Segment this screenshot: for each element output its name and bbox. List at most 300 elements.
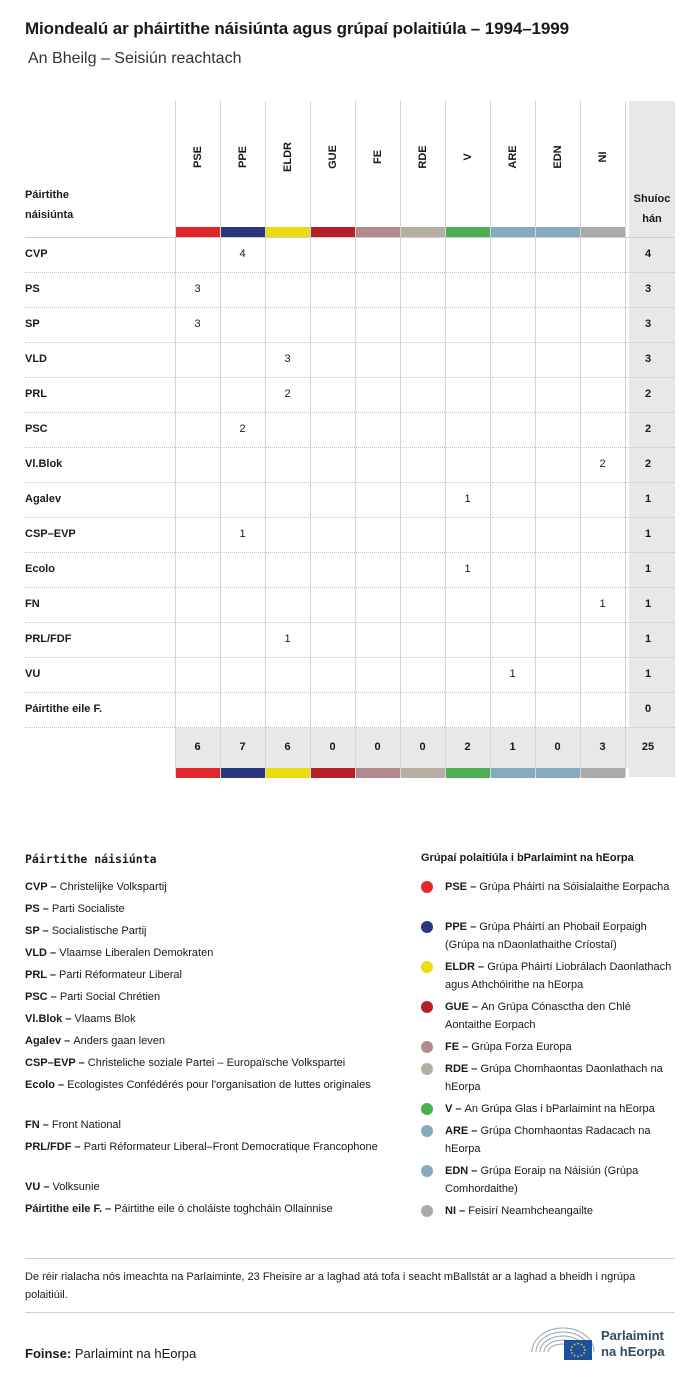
table-cell xyxy=(310,622,355,657)
table-cell xyxy=(265,482,310,517)
national-party-legend-item: CSP–EVP – Christeliche soziale Partei – Europaïsche Volkspartei xyxy=(25,1057,346,1069)
grand-total-cell: 25 xyxy=(641,741,655,753)
row-party-label: VLD xyxy=(25,353,47,365)
political-group-legend-item: PSE – Grúpa Pháirtí na Sóisialaithe Eorpacha xyxy=(421,878,679,896)
group-color-bar-top xyxy=(536,227,580,237)
table-cell xyxy=(535,412,580,447)
table-cell xyxy=(490,342,535,377)
legend-name: Grúpa Chomhaontas Daonlathach na hEorpa xyxy=(445,1063,663,1093)
legend-name: Front National xyxy=(51,1119,121,1131)
table-cell xyxy=(400,552,445,587)
table-cell xyxy=(220,552,265,587)
national-parties-legend-title: Páirtithe náisiúnta xyxy=(25,852,157,866)
legend-abbr: V xyxy=(445,1103,453,1115)
group-color-bar-bottom xyxy=(221,768,265,778)
legend-abbr: FN xyxy=(25,1119,40,1131)
legend-name: Grúpa Pháirtí na Sóisialaithe Eorpacha xyxy=(479,881,670,893)
table-cell xyxy=(400,237,445,272)
group-header-label: FE xyxy=(371,149,384,165)
political-group-legend-item: RDE – Grúpa Chomhaontas Daonlathach na hEorpa xyxy=(421,1060,679,1096)
group-color-bar-bottom xyxy=(311,768,355,778)
table-cell xyxy=(580,272,625,307)
table-cell xyxy=(175,342,220,377)
table-cell xyxy=(535,447,580,482)
national-party-legend-item: PS – Parti Socialiste xyxy=(25,903,125,915)
national-party-legend-item: Vl.Blok – Vlaams Blok xyxy=(25,1013,136,1025)
table-cell xyxy=(400,447,445,482)
group-total-cell: 2 xyxy=(464,741,471,753)
table-cell xyxy=(400,307,445,342)
table-cell xyxy=(355,342,400,377)
group-header-label: RDE xyxy=(416,145,429,169)
legend-color-dot-icon xyxy=(421,1165,433,1177)
group-total-cell: 0 xyxy=(329,741,336,753)
group-header-ni xyxy=(580,101,625,227)
group-header-label: ARE xyxy=(506,145,519,169)
table-cell xyxy=(580,237,625,272)
table-cell: 4 xyxy=(239,248,246,260)
legend-abbr: PRL xyxy=(25,969,47,981)
group-header-fe xyxy=(355,101,400,227)
national-party-legend-item: CVP – Christelijke Volkspartij xyxy=(25,881,167,893)
legend-name: Grúpa Chomhaontas Radacach na hEorpa xyxy=(445,1125,651,1155)
national-party-legend-item: FN – Front National xyxy=(25,1119,121,1131)
group-header-label: GUE xyxy=(326,145,339,169)
table-cell xyxy=(355,447,400,482)
political-group-legend-item: ARE – Grúpa Chomhaontas Radacach na hEorpa xyxy=(421,1122,679,1158)
table-cell xyxy=(175,412,220,447)
legend-color-dot-icon xyxy=(421,1103,433,1115)
table-cell xyxy=(220,692,265,727)
table-cell xyxy=(355,622,400,657)
table-cell xyxy=(535,692,580,727)
table-cell xyxy=(265,447,310,482)
legend-abbr: Agalev xyxy=(25,1035,62,1047)
table-cell xyxy=(445,272,490,307)
source-value: Parlaimint na hEorpa xyxy=(74,1346,197,1361)
political-group-legend-item: V – An Grúpa Glas i bParlaimint na hEorpa xyxy=(421,1100,679,1118)
national-party-legend-item: VU – Volksunie xyxy=(25,1181,100,1193)
table-cell xyxy=(445,692,490,727)
row-party-label: Páirtithe eile F. xyxy=(25,703,103,715)
row-total-cell: 0 xyxy=(644,703,652,715)
breakdown-table xyxy=(25,101,675,781)
legend-name: Vlaamse Liberalen Demokraten xyxy=(59,947,214,959)
table-cell xyxy=(400,412,445,447)
row-party-label: Ecolo xyxy=(25,563,55,575)
table-cell xyxy=(400,692,445,727)
table-cell xyxy=(400,482,445,517)
political-group-legend-item: FE – Grúpa Forza Europa xyxy=(421,1038,679,1056)
table-cell xyxy=(355,657,400,692)
table-cell xyxy=(310,342,355,377)
legend-name: Vlaams Blok xyxy=(74,1013,136,1025)
legend-abbr: ARE xyxy=(445,1125,469,1137)
national-party-legend-item: VLD – Vlaamse Liberalen Demokraten xyxy=(25,947,214,959)
legend-name: Socialistische Partij xyxy=(51,925,147,937)
legend-abbr: RDE xyxy=(445,1063,469,1075)
table-cell xyxy=(490,587,535,622)
legend-abbr: Ecolo xyxy=(25,1079,55,1091)
table-cell xyxy=(310,587,355,622)
table-cell xyxy=(445,412,490,447)
table-cell xyxy=(535,272,580,307)
legend-color-dot-icon xyxy=(421,1041,433,1053)
table-cell xyxy=(535,622,580,657)
table-cell xyxy=(445,657,490,692)
row-total-cell: 2 xyxy=(644,458,652,470)
group-total-cell: 1 xyxy=(509,741,516,753)
legend-abbr: GUE xyxy=(445,1001,469,1013)
table-cell xyxy=(220,482,265,517)
table-cell xyxy=(580,412,625,447)
group-color-bar-top xyxy=(491,227,535,237)
group-header-label: V xyxy=(461,153,474,161)
legend-color-dot-icon xyxy=(421,1001,433,1013)
group-header-eldr xyxy=(265,101,310,227)
row-total-cell: 3 xyxy=(644,283,652,295)
legend-abbr: SP xyxy=(25,925,40,937)
row-party-label: CSP–EVP xyxy=(25,528,76,540)
table-cell: 3 xyxy=(194,318,201,330)
table-cell: 2 xyxy=(599,458,606,470)
political-group-legend-item: PPE – Grúpa Pháirtí an Phobail Eorpaigh (Grúpa na nDaonlathaithe Críostaí) xyxy=(421,918,679,954)
row-party-label: VU xyxy=(25,668,41,680)
table-cell xyxy=(490,237,535,272)
political-group-legend-item: EDN – Grúpa Eoraip na Náisiún (Grúpa Comhordaithe) xyxy=(421,1162,679,1198)
table-cell: 1 xyxy=(284,633,291,645)
legend-abbr: NI xyxy=(445,1205,456,1217)
national-party-legend-item: Ecolo – Ecologistes Confédérés pour l'organisation de luttes originales xyxy=(25,1079,371,1091)
group-total-cell: 6 xyxy=(194,741,201,753)
table-cell xyxy=(490,377,535,412)
row-total-cell: 1 xyxy=(644,633,652,645)
group-header-rde xyxy=(400,101,445,227)
table-cell xyxy=(445,622,490,657)
table-cell xyxy=(175,377,220,412)
group-header-edn xyxy=(535,101,580,227)
table-cell xyxy=(580,552,625,587)
table-cell xyxy=(580,622,625,657)
table-cell xyxy=(175,622,220,657)
row-total-cell: 4 xyxy=(644,248,652,260)
legend-abbr: EDN xyxy=(445,1165,469,1177)
chart-subtitle: An Bheilg – Seisiún reachtach xyxy=(28,50,242,67)
total-seats-header-line2: hán xyxy=(642,213,662,225)
national-party-legend-item: Páirtithe eile F. – Páirtithe eile ó choláiste toghcháin Ollainnise xyxy=(25,1203,333,1215)
table-cell xyxy=(175,237,220,272)
group-total-cell: 7 xyxy=(239,741,246,753)
row-party-label: FN xyxy=(25,598,40,610)
logo-text-line1: Parlaimint xyxy=(601,1328,664,1343)
table-cell xyxy=(355,412,400,447)
footnote: De réir rialacha nós imeachta na Parlaiminte, 23 Fheisire ar a laghad atá tofa i seacht mBallstát ar a laghad a bheidh i ngrúpa polaitiúil. xyxy=(25,1271,636,1301)
legend-name: Volksunie xyxy=(52,1181,100,1193)
row-total-cell: 1 xyxy=(644,668,652,680)
legend-color-dot-icon xyxy=(421,881,433,893)
table-cell xyxy=(220,587,265,622)
table-cell xyxy=(355,692,400,727)
legend-abbr: CSP–EVP xyxy=(25,1057,76,1069)
legend-name: Grúpa Pháirtí Liobrálach Daonlathach agus Athchóirithe na hEorpa xyxy=(445,961,672,991)
row-total-cell: 2 xyxy=(644,423,652,435)
group-header-ppe xyxy=(220,101,265,227)
row-party-label: Agalev xyxy=(25,493,62,505)
table-cell xyxy=(400,272,445,307)
table-cell xyxy=(445,377,490,412)
national-party-legend-item: SP – Socialistische Partij xyxy=(25,925,147,937)
table-cell xyxy=(445,237,490,272)
divider xyxy=(25,1312,675,1313)
table-cell xyxy=(175,657,220,692)
group-header-label: NI xyxy=(596,151,609,163)
table-cell xyxy=(445,587,490,622)
european-parliament-logo xyxy=(530,1322,680,1362)
table-cell: 1 xyxy=(464,493,471,505)
group-color-bar-bottom xyxy=(356,768,400,778)
group-header-label: EDN xyxy=(551,145,564,169)
row-party-label: PS xyxy=(25,283,40,295)
source-label: Foinse: xyxy=(25,1346,72,1361)
row-party-label: PRL/FDF xyxy=(25,633,72,645)
group-total-cell: 0 xyxy=(419,741,426,753)
table-cell xyxy=(400,622,445,657)
row-total-cell: 1 xyxy=(644,528,652,540)
group-header-pse xyxy=(175,101,220,227)
table-cell xyxy=(580,692,625,727)
table-cell xyxy=(580,342,625,377)
table-cell xyxy=(265,237,310,272)
group-total-cell: 6 xyxy=(284,741,291,753)
legend-color-dot-icon xyxy=(421,1063,433,1075)
row-header-label: Páirtithe náisiúnta xyxy=(25,189,74,221)
table-cell: 3 xyxy=(194,283,201,295)
legend-abbr: VLD xyxy=(25,947,47,959)
table-cell xyxy=(535,657,580,692)
table-cell xyxy=(490,307,535,342)
source-line xyxy=(25,1346,196,1361)
table-cell xyxy=(310,447,355,482)
group-color-bar-bottom xyxy=(266,768,310,778)
table-cell xyxy=(400,377,445,412)
political-group-legend-item: GUE – An Grúpa Cónasctha den Chlé Aontaithe Eorpach xyxy=(421,998,679,1034)
legend-name: Parti Réformateur Liberal xyxy=(59,969,182,981)
legend-abbr: ELDR xyxy=(445,961,475,973)
table-cell xyxy=(175,692,220,727)
table-cell xyxy=(400,342,445,377)
divider xyxy=(25,1258,675,1259)
legend-name: Christeliche soziale Partei – Europaïsche Volkspartei xyxy=(87,1057,346,1069)
table-cell xyxy=(580,377,625,412)
table-cell xyxy=(175,482,220,517)
table-cell xyxy=(310,412,355,447)
national-party-legend-item: PSC – Parti Social Chrétien xyxy=(25,991,161,1003)
group-header-v xyxy=(445,101,490,227)
group-color-bar-top xyxy=(176,227,220,237)
table-cell xyxy=(580,482,625,517)
table-cell xyxy=(220,377,265,412)
legend-abbr: PSC xyxy=(25,991,48,1003)
legend-color-dot-icon xyxy=(421,961,433,973)
table-cell xyxy=(265,552,310,587)
legend-name: Grúpa Forza Europa xyxy=(471,1041,572,1053)
legend-abbr: PSE xyxy=(445,881,468,893)
legend-abbr: Páirtithe eile F. xyxy=(25,1203,103,1215)
group-color-bar-bottom xyxy=(176,768,220,778)
group-color-bar-top xyxy=(356,227,400,237)
legend-name: Parti Social Chrétien xyxy=(59,991,161,1003)
table-cell xyxy=(175,447,220,482)
group-color-bar-top xyxy=(401,227,445,237)
row-total-cell: 1 xyxy=(644,563,652,575)
table-cell: 1 xyxy=(239,528,246,540)
row-total-cell: 3 xyxy=(644,353,652,365)
group-color-bar-bottom xyxy=(401,768,445,778)
table-cell: 1 xyxy=(509,668,516,680)
national-party-legend-item: Agalev – Anders gaan leven xyxy=(25,1035,166,1047)
table-cell xyxy=(265,587,310,622)
table-cell xyxy=(355,307,400,342)
table-cell xyxy=(310,307,355,342)
group-color-bar-bottom xyxy=(491,768,535,778)
total-seats-header-line1: Shuíoc xyxy=(633,193,671,205)
national-party-legend-item: PRL/FDF – Parti Réformateur Liberal–Front Democratique Francophone xyxy=(25,1141,378,1153)
table-cell xyxy=(355,552,400,587)
legend-abbr: PPE xyxy=(445,921,468,933)
table-cell xyxy=(400,657,445,692)
row-total-cell: 1 xyxy=(644,493,652,505)
table-cell xyxy=(175,552,220,587)
legend-name: Páirtithe eile ó choláiste toghcháin Ollainnise xyxy=(114,1203,333,1215)
table-cell xyxy=(580,657,625,692)
table-cell xyxy=(220,622,265,657)
table-cell xyxy=(490,447,535,482)
parliament-hemicycle-icon xyxy=(530,1322,596,1362)
table-cell xyxy=(355,377,400,412)
table-cell xyxy=(490,692,535,727)
table-cell xyxy=(535,377,580,412)
row-total-cell: 3 xyxy=(644,318,652,330)
legend-name: Christelijke Volkspartij xyxy=(59,881,167,893)
table-cell xyxy=(535,342,580,377)
table-cell xyxy=(490,622,535,657)
table-cell xyxy=(580,517,625,552)
table-cell xyxy=(175,517,220,552)
table-cell xyxy=(310,272,355,307)
table-cell xyxy=(355,517,400,552)
legend-abbr: Vl.Blok xyxy=(25,1013,63,1025)
table-cell xyxy=(445,447,490,482)
group-total-cell: 0 xyxy=(554,741,561,753)
legend-name: Ecologistes Confédérés pour l'organisation de luttes originales xyxy=(67,1079,371,1091)
table-cell xyxy=(220,657,265,692)
table-cell xyxy=(535,307,580,342)
legend-abbr: CVP xyxy=(25,881,48,893)
table-cell xyxy=(220,447,265,482)
table-cell xyxy=(535,482,580,517)
table-cell xyxy=(490,412,535,447)
legend-abbr: PRL/FDF xyxy=(25,1141,72,1153)
group-header-are xyxy=(490,101,535,227)
group-color-bar-bottom xyxy=(446,768,490,778)
legend-color-dot-icon xyxy=(421,921,433,933)
legend-abbr: VU xyxy=(25,1181,41,1193)
group-color-bar-top xyxy=(266,227,310,237)
table-cell: 2 xyxy=(239,423,246,435)
group-header-label: ELDR xyxy=(281,142,294,172)
political-group-legend-item: NI – Feisirí Neamhcheangailte xyxy=(421,1202,679,1220)
table-cell xyxy=(265,692,310,727)
table-cell xyxy=(355,587,400,622)
table-cell xyxy=(220,342,265,377)
group-header-label: PSE xyxy=(191,145,204,169)
table-cell xyxy=(310,692,355,727)
table-cell xyxy=(535,517,580,552)
table-cell xyxy=(400,517,445,552)
row-party-label: PRL xyxy=(25,388,47,400)
group-color-bar-top xyxy=(446,227,490,237)
row-total-cell: 2 xyxy=(644,388,652,400)
table-cell xyxy=(490,552,535,587)
table-cell: 1 xyxy=(464,563,471,575)
row-total-cell: 1 xyxy=(644,598,652,610)
group-color-bar-top xyxy=(581,227,625,237)
legend-name: Parti Réformateur Liberal–Front Democratique Francophone xyxy=(83,1141,378,1153)
legend-name: Anders gaan leven xyxy=(73,1035,166,1047)
legend-name: Feisirí Neamhcheangailte xyxy=(468,1205,593,1217)
legend-name: Grúpa Eoraip na Náisiún (Grúpa Comhordaithe) xyxy=(445,1165,639,1195)
national-party-legend-item: PRL – Parti Réformateur Liberal xyxy=(25,969,182,981)
legend-color-dot-icon xyxy=(421,1205,433,1217)
logo-text-line2: na hEorpa xyxy=(601,1344,665,1359)
group-color-bar-top xyxy=(221,227,265,237)
legend-name: Grúpa Pháirtí an Phobail Eorpaigh (Grúpa na nDaonlathaithe Críostaí) xyxy=(445,921,647,951)
logo-text xyxy=(601,1328,665,1360)
group-total-cell: 3 xyxy=(599,741,606,753)
row-party-label: PSC xyxy=(25,423,48,435)
group-color-bar-bottom xyxy=(581,768,625,778)
row-party-label: Vl.Blok xyxy=(25,458,63,470)
table-cell xyxy=(265,307,310,342)
group-color-bar-top xyxy=(311,227,355,237)
row-party-label: SP xyxy=(25,318,40,330)
table-cell xyxy=(445,517,490,552)
table-cell xyxy=(310,552,355,587)
table-cell xyxy=(445,342,490,377)
total-seats-header xyxy=(629,189,675,229)
table-cell xyxy=(580,307,625,342)
table-cell xyxy=(310,237,355,272)
legend-abbr: FE xyxy=(445,1041,460,1053)
legend-abbr: PS xyxy=(25,903,40,915)
legend-name: An Grúpa Cónasctha den Chlé Aontaithe Eorpach xyxy=(445,1001,631,1031)
chart-title: Miondealú ar pháirtithe náisiúnta agus grúpaí polaitiúla – 1994–1999 xyxy=(25,19,569,38)
legend-color-dot-icon xyxy=(421,1125,433,1137)
table-cell xyxy=(445,307,490,342)
legend-name: Parti Socialiste xyxy=(51,903,125,915)
table-cell xyxy=(220,307,265,342)
table-cell: 3 xyxy=(284,353,291,365)
table-cell xyxy=(355,482,400,517)
table-cell xyxy=(265,272,310,307)
table-cell xyxy=(535,237,580,272)
table-cell xyxy=(355,237,400,272)
group-color-bar-bottom xyxy=(536,768,580,778)
table-cell xyxy=(310,482,355,517)
table-cell xyxy=(310,377,355,412)
table-cell: 1 xyxy=(599,598,606,610)
table-cell xyxy=(535,552,580,587)
